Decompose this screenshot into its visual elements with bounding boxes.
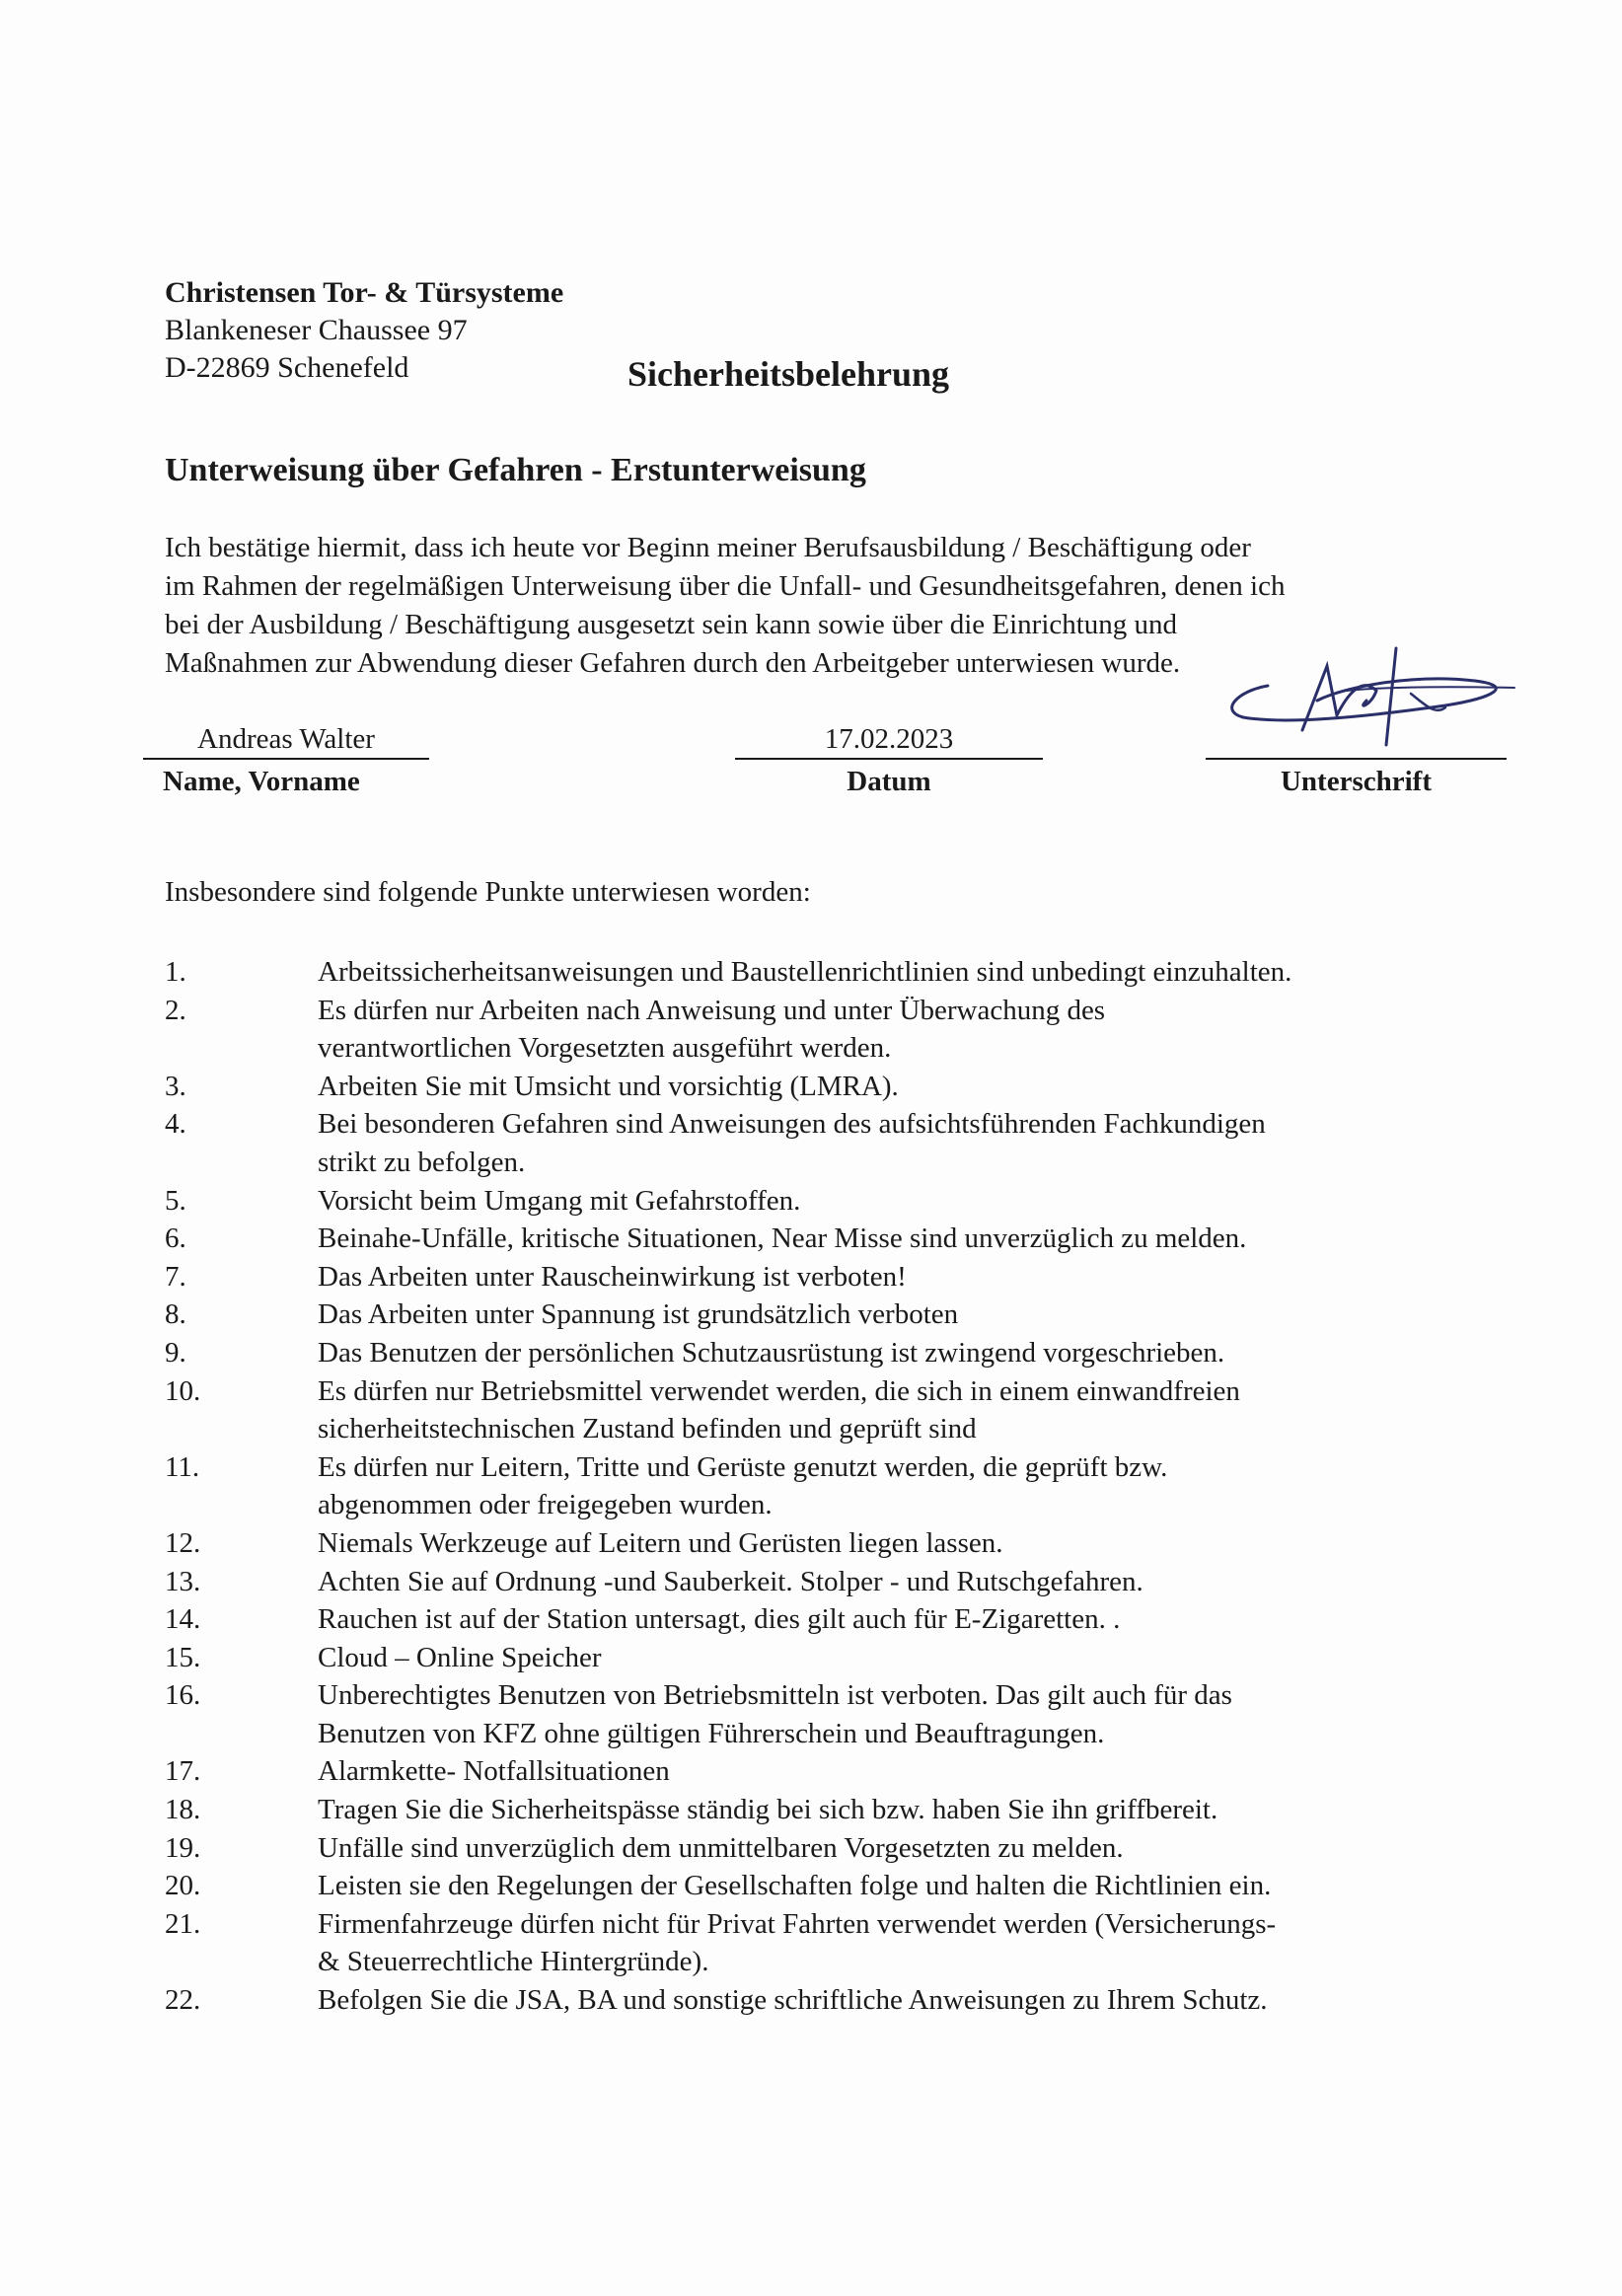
- list-item-line: Arbeiten Sie mit Umsicht und vorsichtig (LMRA).: [318, 1070, 899, 1102]
- list-item-number: 11.: [165, 1450, 200, 1483]
- list-item-text: [318, 1981, 1447, 2020]
- list-item-number: 8.: [165, 1298, 186, 1331]
- list-item: [165, 1752, 1447, 1791]
- list-item-text: [318, 1334, 1447, 1372]
- list-item-line: verantwortlichen Vorgesetzten ausgeführt werden.: [318, 1032, 892, 1065]
- list-item-text: [318, 1600, 1447, 1639]
- list-item-text: [318, 1220, 1447, 1258]
- list-item: [165, 1448, 1447, 1524]
- list-item: [165, 1068, 1447, 1106]
- list-item: [165, 1258, 1447, 1296]
- name-label: Name, Vorname: [163, 766, 360, 797]
- list-item-line: Bei besonderen Gefahren sind Anweisungen des aufsichtsführenden Fachkundigen: [318, 1108, 1266, 1141]
- list-item-line: Unfälle sind unverzüglich dem unmittelbaren Vorgesetzten zu melden.: [318, 1831, 1124, 1864]
- name-value: Andreas Walter: [143, 720, 429, 760]
- list-item: [165, 1600, 1447, 1639]
- list-item: [165, 1220, 1447, 1258]
- list-item-number: 2.: [165, 994, 186, 1026]
- list-item-number: 13.: [165, 1565, 201, 1597]
- list-item-text: [318, 1182, 1447, 1221]
- list-item-text: [318, 1829, 1447, 1868]
- list-item: [165, 1372, 1447, 1448]
- list-item-number: 7.: [165, 1260, 186, 1293]
- list-item: [165, 1676, 1447, 1752]
- list-item-line: Unberechtigtes Benutzen von Betriebsmitteln ist verboten. Das gilt auch für das: [318, 1679, 1232, 1712]
- list-item-number: 6.: [165, 1222, 186, 1255]
- list-item: [165, 1524, 1447, 1563]
- signature-line: [1206, 720, 1507, 760]
- list-item-number: 17.: [165, 1755, 201, 1788]
- company-name: Christensen Tor- & Türsysteme: [165, 276, 564, 309]
- list-item-line: Es dürfen nur Arbeiten nach Anweisung und unter Überwachung des: [318, 994, 1106, 1026]
- list-item-line: Befolgen Sie die JSA, BA und sonstige schriftliche Anweisungen zu Ihrem Schutz.: [318, 1984, 1268, 2017]
- signature-field: [1206, 720, 1507, 798]
- list-item-line: Es dürfen nur Leitern, Tritte und Gerüste genutzt werden, die geprüft bzw.: [318, 1450, 1168, 1483]
- list-item-line: Tragen Sie die Sicherheitspässe ständig bei sich bzw. haben Sie ihn griffbereit.: [318, 1794, 1218, 1826]
- list-item: [165, 1296, 1447, 1334]
- list-item-number: 10.: [165, 1374, 201, 1407]
- list-item-text: [318, 1905, 1447, 1981]
- list-item: [165, 1563, 1447, 1601]
- list-item-line: abgenommen oder freigegeben wurden.: [318, 1489, 773, 1521]
- list-item-line: Cloud – Online Speicher: [318, 1641, 602, 1673]
- signature-label: Unterschrift: [1280, 766, 1432, 797]
- list-item-line: Beinahe-Unfälle, kritische Situationen, Near Misse sind unverzüglich zu melden.: [318, 1222, 1247, 1255]
- list-item-line: & Steuerrechtliche Hintergründe).: [318, 1946, 709, 1978]
- list-item-number: 3.: [165, 1070, 186, 1102]
- list-item-text: [318, 1791, 1447, 1829]
- list-item: [165, 1791, 1447, 1829]
- list-item-number: 9.: [165, 1336, 186, 1369]
- list-item-text: [318, 1752, 1447, 1791]
- list-item-line: Leisten sie den Regelungen der Gesellschaften folge und halten die Richtlinien ein.: [318, 1870, 1272, 1902]
- date-label: Datum: [847, 766, 931, 797]
- list-item-number: 19.: [165, 1831, 201, 1864]
- list-item-text: [318, 1105, 1447, 1181]
- list-item-line: Das Arbeiten unter Spannung ist grundsätzlich verboten: [318, 1298, 959, 1331]
- intro-line: bei der Ausbildung / Beschäftigung ausgesetzt sein kann sowie über die Einrichtung und: [165, 609, 1178, 640]
- list-item-number: 18.: [165, 1794, 201, 1826]
- list-item-line: Das Benutzen der persönlichen Schutzausrüstung ist zwingend vorgeschrieben.: [318, 1336, 1225, 1369]
- list-item: [165, 1829, 1447, 1868]
- list-item-text: [318, 1448, 1447, 1524]
- list-item-number: 1.: [165, 956, 186, 988]
- name-field: [143, 720, 429, 798]
- list-item-line: Benutzen von KFZ ohne gültigen Führerschein und Beauftragungen.: [318, 1717, 1105, 1749]
- list-item-number: 22.: [165, 1984, 201, 2017]
- list-item-number: 15.: [165, 1641, 201, 1673]
- list-item-text: [318, 1258, 1447, 1296]
- list-item: [165, 1905, 1447, 1981]
- list-item-line: Es dürfen nur Betriebsmittel verwendet werden, die sich in einem einwandfreien: [318, 1374, 1240, 1407]
- list-item-line: Firmenfahrzeuge dürfen nicht für Privat Fahrten verwendet werden (Versicherungs-: [318, 1907, 1277, 1940]
- list-item: [165, 1334, 1447, 1372]
- list-item: [165, 992, 1447, 1068]
- instruction-list: [165, 953, 1447, 2020]
- list-item-line: Das Arbeiten unter Rauscheinwirkung ist verboten!: [318, 1260, 907, 1293]
- list-item-text: [318, 1563, 1447, 1601]
- list-item-text: [318, 992, 1447, 1068]
- intro-line: Maßnahmen zur Abwendung dieser Gefahren durch den Arbeitgeber unterwiesen wurde.: [165, 647, 1181, 679]
- list-item-line: Niemals Werkzeuge auf Leitern und Gerüsten liegen lassen.: [318, 1526, 1003, 1559]
- list-item-number: 20.: [165, 1870, 201, 1902]
- list-item: [165, 1639, 1447, 1677]
- list-item-line: Arbeitssicherheitsanweisungen und Baustellenrichtlinien sind unbedingt einzuhalten.: [318, 956, 1292, 988]
- list-item-number: 5.: [165, 1184, 186, 1217]
- list-item: [165, 1182, 1447, 1221]
- list-item-line: Achten Sie auf Ordnung -und Sauberkeit. Stolper - und Rutschgefahren.: [318, 1565, 1143, 1597]
- list-item-text: [318, 1296, 1447, 1334]
- date-value: 17.02.2023: [735, 720, 1043, 760]
- company-city: D-22869 Schenefeld: [165, 351, 409, 384]
- list-item-number: 14.: [165, 1603, 201, 1636]
- list-item-line: Vorsicht beim Umgang mit Gefahrstoffen.: [318, 1184, 801, 1217]
- list-item-text: [318, 1372, 1447, 1448]
- list-item-text: [318, 1524, 1447, 1563]
- list-item-line: strikt zu befolgen.: [318, 1146, 526, 1178]
- list-item-line: Alarmkette- Notfallsituationen: [318, 1755, 670, 1788]
- intro-line: im Rahmen der regelmäßigen Unterweisung über die Unfall- und Gesundheitsgefahren, denen ich: [165, 570, 1286, 602]
- list-item-text: [318, 1639, 1447, 1677]
- list-item: [165, 953, 1447, 992]
- company-street: Blankeneser Chaussee 97: [165, 314, 468, 346]
- list-item-text: [318, 1676, 1447, 1752]
- date-field: [735, 720, 1043, 798]
- list-item-line: Rauchen ist auf der Station untersagt, dies gilt auch für E-Zigaretten. .: [318, 1603, 1121, 1636]
- list-item: [165, 1105, 1447, 1181]
- document-title: Sicherheitsbelehrung: [627, 354, 950, 394]
- intro-line: Ich bestätige hiermit, dass ich heute vor Beginn meiner Berufsausbildung / Beschäftigung oder: [165, 532, 1251, 563]
- list-item-number: 12.: [165, 1526, 201, 1559]
- list-item-number: 16.: [165, 1679, 201, 1712]
- list-item-number: 21.: [165, 1907, 201, 1940]
- list-item-text: [318, 953, 1447, 992]
- list-item-line: sicherheitstechnischen Zustand befinden und geprüft sind: [318, 1413, 977, 1445]
- list-item-number: 4.: [165, 1108, 186, 1141]
- list-intro: Insbesondere sind folgende Punkte unterwiesen worden:: [165, 876, 811, 908]
- list-item: [165, 1981, 1447, 2020]
- document-subtitle: Unterweisung über Gefahren - Erstunterweisung: [165, 452, 866, 488]
- list-item: [165, 1867, 1447, 1905]
- list-item-text: [318, 1867, 1447, 1905]
- company-address: [165, 274, 563, 387]
- list-item-text: [318, 1068, 1447, 1106]
